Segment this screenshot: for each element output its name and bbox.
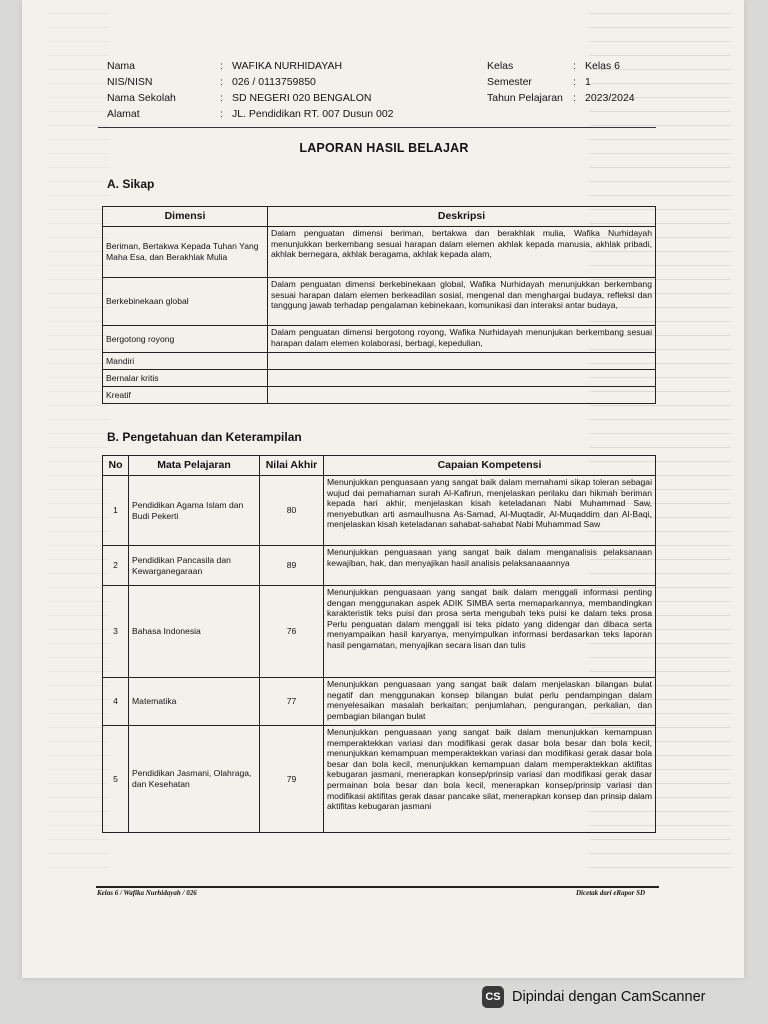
- capaian-cell: Menunjukkan penguasaan yang sangat baik dalam menganalisis pelaksanaan kewajiban, hak, dan menyajikan hasil analisis pelaksanaaannya: [324, 546, 656, 586]
- sikap-header-row: [103, 207, 656, 227]
- dimensi-cell: Bergotong royong: [103, 326, 268, 353]
- info-label: NIS/NISN: [107, 76, 153, 88]
- mapel-cell: Pendidikan Jasmani, Olahraga, dan Kesehatan: [129, 726, 260, 833]
- camscanner-label: Dipindai dengan CamScanner: [512, 989, 706, 1005]
- section-heading-sikap: A. Sikap: [107, 177, 155, 191]
- info-label: Tahun Pelajaran: [487, 92, 563, 104]
- no-cell: 3: [103, 586, 129, 678]
- info-value: 026 / 0113759850: [232, 76, 316, 88]
- table-row: [103, 387, 656, 404]
- info-colon: :: [573, 76, 576, 88]
- student-info-left: [107, 58, 394, 122]
- footer-printed-by: Dicetak dari eRapor SD: [576, 889, 646, 897]
- pengetahuan-header-row: [103, 456, 656, 476]
- nilai-cell: 77: [260, 678, 324, 726]
- header-divider: [98, 127, 656, 128]
- deskripsi-cell: Dalam penguatan dimensi berkebinekaan global, Wafika Nurhidayah menunjukkan berkembang sesuai harapan dalam elemen berkeadilan sosial, mengenal dan menghargai budaya, refleksi dan tanggung jawab terhadap pengalaman kebinekaan, komunikasi dan interaksi antar budaya,: [268, 278, 656, 326]
- table-row: [103, 586, 656, 678]
- capaian-cell: Menunjukkan penguasaan yang sangat baik dalam memahami sikap toleran sebagai wujud dai pemahaman surah Al-Kafirun, menjelaskan perilaku dan hikmah beriman kepada hari akhir, menjelaskan kisah keteladanan Nabi Muhammad Saw, menyebutkan arti asmaulhusna As-Samad, Al-Muqtadir, Al-Muqaddim dan Al-Baqi, menjelaskan kisah keteladanan sahabat-sahabat Nabi Muhammad Saw: [324, 476, 656, 546]
- section-heading-pengetahuan: B. Pengetahuan dan Keterampilan: [107, 430, 302, 444]
- table-row: [103, 678, 656, 726]
- capaian-cell: Menunjukkan penguasaan yang sangat baik dalam menggali informasi penting dengan menggunakan aspek ADIK SIMBA serta memaparkannya, membandingkan karakteristik teks puisi dan prosa serta mengubah teks puisi ke dalam teks prosa Perlu penguatan dalam menggali isi teks pidato yang didengar dan dibaca serta menyampaikan hasil karyanya, menyimpulkan informasi berdasarkan teks laporan hasil pengamatan, menyajikan secara lisan dan tulis: [324, 586, 656, 678]
- deskripsi-cell: Dalam penguatan dimensi beriman, bertakwa dan berakhlak mulia, Wafika Nurhidayah menunjukkan berkembang sesuai harapan dalam elemen akhlak kepada manusia, akhlak pribadi, akhlak bernegara, akhlak beragama, akhlak kepada alam,: [268, 227, 656, 278]
- info-value: 2023/2024: [585, 92, 635, 104]
- mapel-cell: Bahasa Indonesia: [129, 586, 260, 678]
- student-info-right: [487, 58, 635, 106]
- col-header-no: No: [103, 456, 129, 476]
- dimensi-cell: Beriman, Bertakwa Kepada Tuhan Yang Maha Esa, dan Berakhlak Mulia: [103, 227, 268, 278]
- col-header-capaian: Capaian Kompetensi: [324, 456, 656, 476]
- info-row-alamat: [107, 106, 394, 122]
- table-row: [103, 546, 656, 586]
- info-row-nis: [107, 74, 394, 90]
- info-row-nama: [107, 58, 394, 74]
- info-value: 1: [585, 76, 591, 88]
- info-colon: :: [573, 92, 576, 104]
- info-colon: :: [573, 60, 576, 72]
- mapel-cell: Pendidikan Pancasila dan Kewarganegaraan: [129, 546, 260, 586]
- table-row: [103, 726, 656, 833]
- info-label: Nama Sekolah: [107, 92, 176, 104]
- info-value: JL. Pendidikan RT. 007 Dusun 002: [232, 108, 394, 120]
- table-row: [103, 353, 656, 370]
- nilai-cell: 76: [260, 586, 324, 678]
- info-row-sekolah: [107, 90, 394, 106]
- camscanner-watermark: [482, 986, 705, 1008]
- info-row-tahun: [487, 90, 635, 106]
- table-row: [103, 370, 656, 387]
- col-header-nilai: Nilai Akhir: [260, 456, 324, 476]
- dimensi-cell: Berkebinekaan global: [103, 278, 268, 326]
- mapel-cell: Pendidikan Agama Islam dan Budi Pekerti: [129, 476, 260, 546]
- col-header-dimensi: Dimensi: [103, 207, 268, 227]
- info-label: Kelas: [487, 60, 514, 72]
- dimensi-cell: Mandiri: [103, 353, 268, 370]
- info-colon: :: [220, 76, 223, 88]
- mapel-cell: Matematika: [129, 678, 260, 726]
- table-row: [103, 326, 656, 353]
- no-cell: 5: [103, 726, 129, 833]
- col-header-deskripsi: Deskripsi: [268, 207, 656, 227]
- info-colon: :: [220, 92, 223, 104]
- no-cell: 1: [103, 476, 129, 546]
- info-row-kelas: [487, 58, 635, 74]
- nilai-cell: 89: [260, 546, 324, 586]
- nilai-cell: 80: [260, 476, 324, 546]
- info-value: WAFIKA NURHIDAYAH: [232, 60, 343, 72]
- info-label: Alamat: [107, 108, 140, 120]
- info-label: Semester: [487, 76, 532, 88]
- footer-student-ref: Kelas 6 / Wafika Nurhidayah / 026: [97, 889, 197, 897]
- report-title: LAPORAN HASIL BELAJAR: [299, 141, 469, 155]
- capaian-cell: Menunjukkan penguasaan yang sangat baik dalam menjelaskan bilangan bulat negatif dan menggunakan konsep bilangan bulat perlu pendampingan dalam menyelesaikan masalah berkaitan; penjumlahan, pengurangan, perkalian, dan pembagian bilangan bulat: [324, 678, 656, 726]
- info-row-semester: [487, 74, 635, 90]
- footer-divider: [96, 886, 659, 888]
- deskripsi-cell: [268, 387, 656, 404]
- col-header-mapel: Mata Pelajaran: [129, 456, 260, 476]
- table-row: [103, 227, 656, 278]
- dimensi-cell: Kreatif: [103, 387, 268, 404]
- dimensi-cell: Bernalar kritis: [103, 370, 268, 387]
- info-value: SD NEGERI 020 BENGALON: [232, 92, 372, 104]
- info-value: Kelas 6: [585, 60, 621, 72]
- capaian-cell: Menunjukkan penguasaan yang sangat baik dalam menunjukkan kemampuan memperaktekkan variasi dan modifikasi gerak dasar bola besar dan bola kecil, menunjukkan kemampuan memperaktekkan variasi dan modifikasi gerak dasar bola besar dan bola kecil, menunjukkan kemampuan dalam memperaktekkan aktifitas kebugaran jasmani, menerapkan konsep/prinsip variasi dan modifikasi gerak dasar permainan bola besar dan bola kecil, menerapkan konsep/prinsip variasi dan modifikasi aktifitas gerak dasar pancake silat, menerapkan konsep dan prinsip dalam aktifitas kebugaran jasmani: [324, 726, 656, 833]
- deskripsi-cell: Dalam penguatan dimensi bergotong royong, Wafika Nurhidayah menunjukan berkembang sesuai harapan dalam elemen kolaborasi, berbagi, kepedulian,: [268, 326, 656, 353]
- info-label: Nama: [107, 60, 136, 72]
- nilai-cell: 79: [260, 726, 324, 833]
- camscanner-icon: CS: [482, 986, 504, 1008]
- pengetahuan-table: [102, 455, 656, 833]
- table-row: [103, 278, 656, 326]
- table-row: [103, 476, 656, 546]
- no-cell: 2: [103, 546, 129, 586]
- deskripsi-cell: [268, 353, 656, 370]
- deskripsi-cell: [268, 370, 656, 387]
- sikap-table: [102, 206, 656, 404]
- info-colon: :: [220, 60, 223, 72]
- no-cell: 4: [103, 678, 129, 726]
- info-colon: :: [220, 108, 223, 120]
